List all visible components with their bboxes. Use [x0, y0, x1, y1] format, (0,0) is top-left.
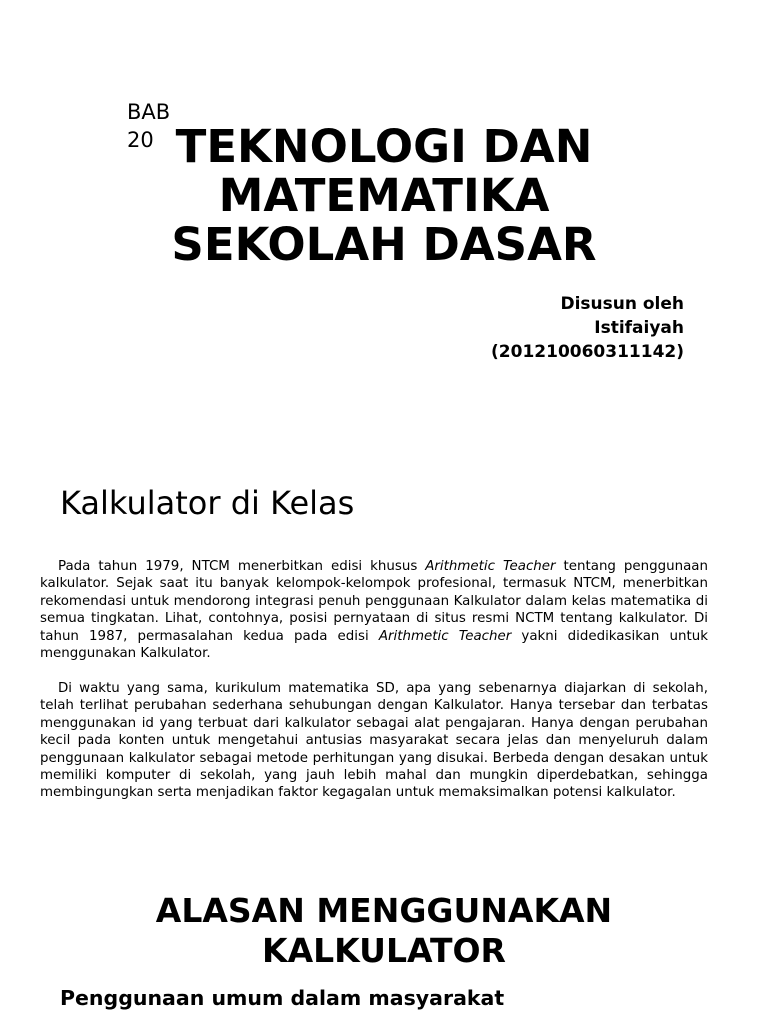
author-name: Istifaiyah — [594, 318, 684, 338]
byline-prefix: Disusun oleh — [560, 294, 684, 314]
paragraph-1 — [40, 558, 708, 662]
author-byline — [380, 292, 684, 364]
section-heading-reasons-line1: ALASAN MENGGUNAKAN — [155, 891, 613, 930]
cut-off-text-line — [40, 1018, 708, 1024]
paragraph-1-text-b: tentang penggunaan kalkulator. Sejak saat itu banyak kelompok-kelompok profesional, termasuk NTCM, menerbitkan rekomendasi untuk mendorong integrasi penuh penggunaan Kalkulator dalam kelas matematika di semua tingkatan. Lihat, contohnya, posisi pernyataan di situs resmi NCTM tentang kalkulator. Di tahun 1987, permasalahan kedua pada edisi — [40, 559, 709, 644]
paragraph-2: Di waktu yang sama, kurikulum matematika SD, apa yang sebenarnya diajarkan di sekolah, telah terlihat perubahan sederhana sehubungan dengan Kalkulator. Hanya tersebar dan terbatas menggunakan id yang terbuat dari kalkulator sebagai alat pengajaran. Hanya dengan perubahan kecil pada konten untuk mengetahui antusias masyarakat secara jelas dan menyeluruh dalam penggunaan kalkulator sebagai metode perhitungan yang disukai. Berbeda dengan desakan untuk memiliki komputer di sekolah, yang jauh lebih mahal dan mungkin diperdebatkan, sehingga membingungkan serta menjadikan faktor kegagalan untuk memaksimalkan potensi kalkulator. — [40, 681, 708, 801]
subheading-common-use: Penggunaan umum dalam masyarakat — [60, 986, 505, 1010]
student-id: (201210060311142) — [491, 342, 684, 362]
paragraph-1-text-c: yakni didedikasikan untuk menggunakan Kalkulator. — [40, 628, 709, 662]
section-heading-reasons-line2: KALKULATOR — [262, 931, 506, 970]
paragraph-1-italic-a: Arithmetic Teacher — [425, 559, 556, 574]
chapter-label: BAB 20 — [127, 100, 171, 152]
section-heading-calculator-in-class: Kalkulator di Kelas — [60, 484, 355, 522]
paragraph-1-text-a: Pada tahun 1979, NTCM menerbitkan edisi khusus — [58, 559, 426, 574]
page-title: TEKNOLOGI DAN MATEMATIKA SEKOLAH DASAR — [171, 120, 597, 271]
section-heading-reasons — [84, 891, 684, 971]
paragraph-1-italic-b: Arithmetic Teacher — [378, 628, 512, 644]
